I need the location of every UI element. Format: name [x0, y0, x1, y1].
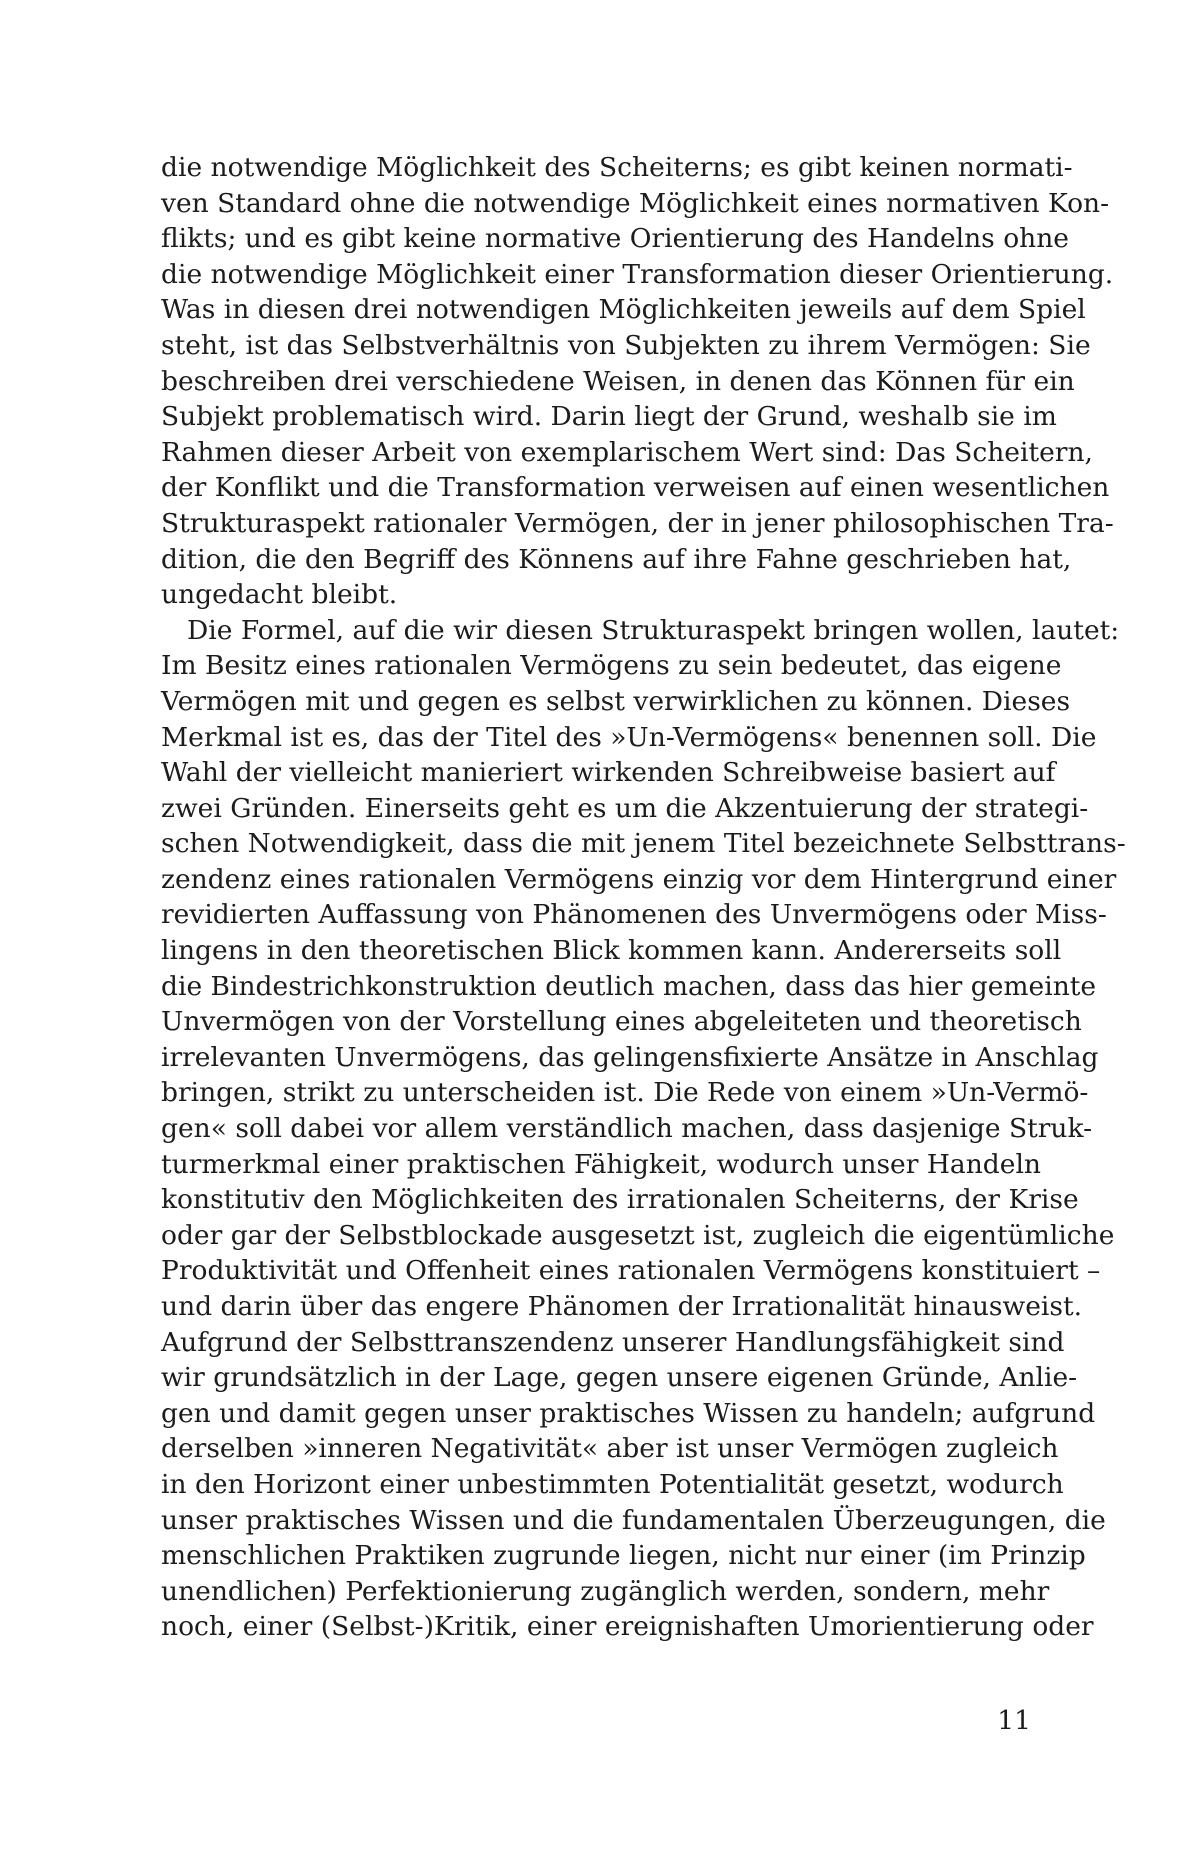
text-line: ungedacht bleibt.: [161, 579, 398, 611]
text-line: bringen, strikt zu unterscheiden ist. Die Rede von einem »Un-Vermö-: [161, 1077, 1089, 1109]
text-line: Produktivität und Offenheit eines rationalen Vermögens konstituiert –: [161, 1255, 1101, 1287]
text-line: oder gar der Selbstblockade ausgesetzt ist, zugleich die eigentümliche: [161, 1219, 1115, 1251]
text-line: unendlichen) Perfektionierung zugänglich werden, sondern, mehr: [161, 1575, 1050, 1607]
text-line: beschreiben drei verschiedene Weisen, in denen das Können für ein: [161, 365, 1075, 397]
text-line: Im Besitz eines rationalen Vermögens zu sein bedeutet, das eigene: [161, 650, 1062, 682]
text-line: irrelevanten Unvermögens, das gelingensfixierte Ansätze in Anschlag: [161, 1041, 1099, 1073]
text-line: Rahmen dieser Arbeit von exemplarischem Wert sind: Das Scheitern,: [161, 436, 1093, 468]
text-line: in den Horizont einer unbestimmten Potentialität gesetzt, wodurch: [161, 1468, 1064, 1500]
text-line: flikts; und es gibt keine normative Orientierung des Handelns ohne: [161, 223, 1069, 255]
text-line: Subjekt problematisch wird. Darin liegt der Grund, weshalb sie im: [161, 401, 1057, 433]
text-line: noch, einer (Selbst-)Kritik, einer ereignishaften Umorientierung oder: [161, 1611, 1094, 1643]
text-line: Merkmal ist es, das der Titel des »Un-Vermögens« benennen soll. Die: [161, 721, 1097, 753]
text-line: Unvermögen von der Vorstellung eines abgeleiteten und theoretisch: [161, 1006, 1082, 1038]
text-line: die Bindestrichkonstruktion deutlich machen, dass das hier gemeinte: [161, 970, 1097, 1002]
text-line: Wahl der vielleicht manieriert wirkenden Schreibweise basiert auf: [161, 757, 1056, 789]
text-line: zwei Gründen. Einerseits geht es um die Akzentuierung der strategi-: [161, 792, 1089, 824]
text-line: dition, die den Begriff des Könnens auf ihre Fahne geschrieben hat,: [161, 543, 1072, 575]
text-line: der Konflikt und die Transformation verweisen auf einen wesentlichen: [161, 472, 1110, 504]
text-line: lingens in den theoretischen Blick kommen kann. Andererseits soll: [161, 935, 1062, 967]
text-line: zendenz eines rationalen Vermögens einzig vor dem Hintergrund einer: [161, 863, 1117, 895]
text-line: menschlichen Praktiken zugrunde liegen, nicht nur einer (im Prinzip: [161, 1540, 1086, 1572]
text-line: Was in diesen drei notwendigen Möglichkeiten jeweils auf dem Spiel: [161, 294, 1086, 326]
text-line: turmerkmal einer praktischen Fähigkeit, wodurch unser Handeln: [161, 1148, 1041, 1180]
body-text: [161, 150, 1126, 1645]
text-line: revidierten Auffassung von Phänomenen des Unvermögens oder Miss-: [161, 899, 1107, 931]
text-line: konstitutiv den Möglichkeiten des irrationalen Scheiterns, der Krise: [161, 1184, 1079, 1216]
text-line: derselben »inneren Negativität« aber ist unser Vermögen zugleich: [161, 1433, 1059, 1465]
text-line: die notwendige Möglichkeit einer Transformation dieser Orientierung.: [161, 258, 1114, 290]
text-line: wir grundsätzlich in der Lage, gegen unsere eigenen Gründe, Anlie-: [161, 1362, 1078, 1394]
text-line: Strukturaspekt rationaler Vermögen, der in jener philosophischen Tra-: [161, 507, 1114, 539]
paragraph: [161, 613, 1126, 1645]
text-line: und darin über das engere Phänomen der Irrationalität hinausweist.: [161, 1291, 1083, 1322]
paragraph: [161, 150, 1114, 613]
page-number: 11: [997, 1705, 1031, 1736]
text-line: Die Formel, auf die wir diesen Strukturaspekt bringen wollen, lautet:: [187, 614, 1120, 646]
text-line: Aufgrund der Selbsttranszendenz unserer Handlungsfähigkeit sind: [161, 1326, 1065, 1358]
text-line: schen Notwendigkeit, dass die mit jenem Titel bezeichnete Selbsttrans-: [161, 828, 1126, 860]
text-line: steht, ist das Selbstverhältnis von Subjekten zu ihrem Vermögen: Sie: [161, 329, 1091, 361]
text-line: unser praktisches Wissen und die fundamentalen Überzeugungen, die: [161, 1504, 1106, 1536]
text-line: gen und damit gegen unser praktisches Wissen zu handeln; aufgrund: [161, 1397, 1096, 1429]
text-line: Vermögen mit und gegen es selbst verwirklichen zu können. Dieses: [161, 685, 1071, 717]
text-line: die notwendige Möglichkeit des Scheiterns; es gibt keinen normati-: [161, 152, 1073, 183]
text-line: gen« soll dabei vor allem verständlich machen, dass dasjenige Struk-: [161, 1113, 1093, 1145]
text-line: ven Standard ohne die notwendige Möglichkeit eines normativen Kon-: [161, 187, 1110, 219]
